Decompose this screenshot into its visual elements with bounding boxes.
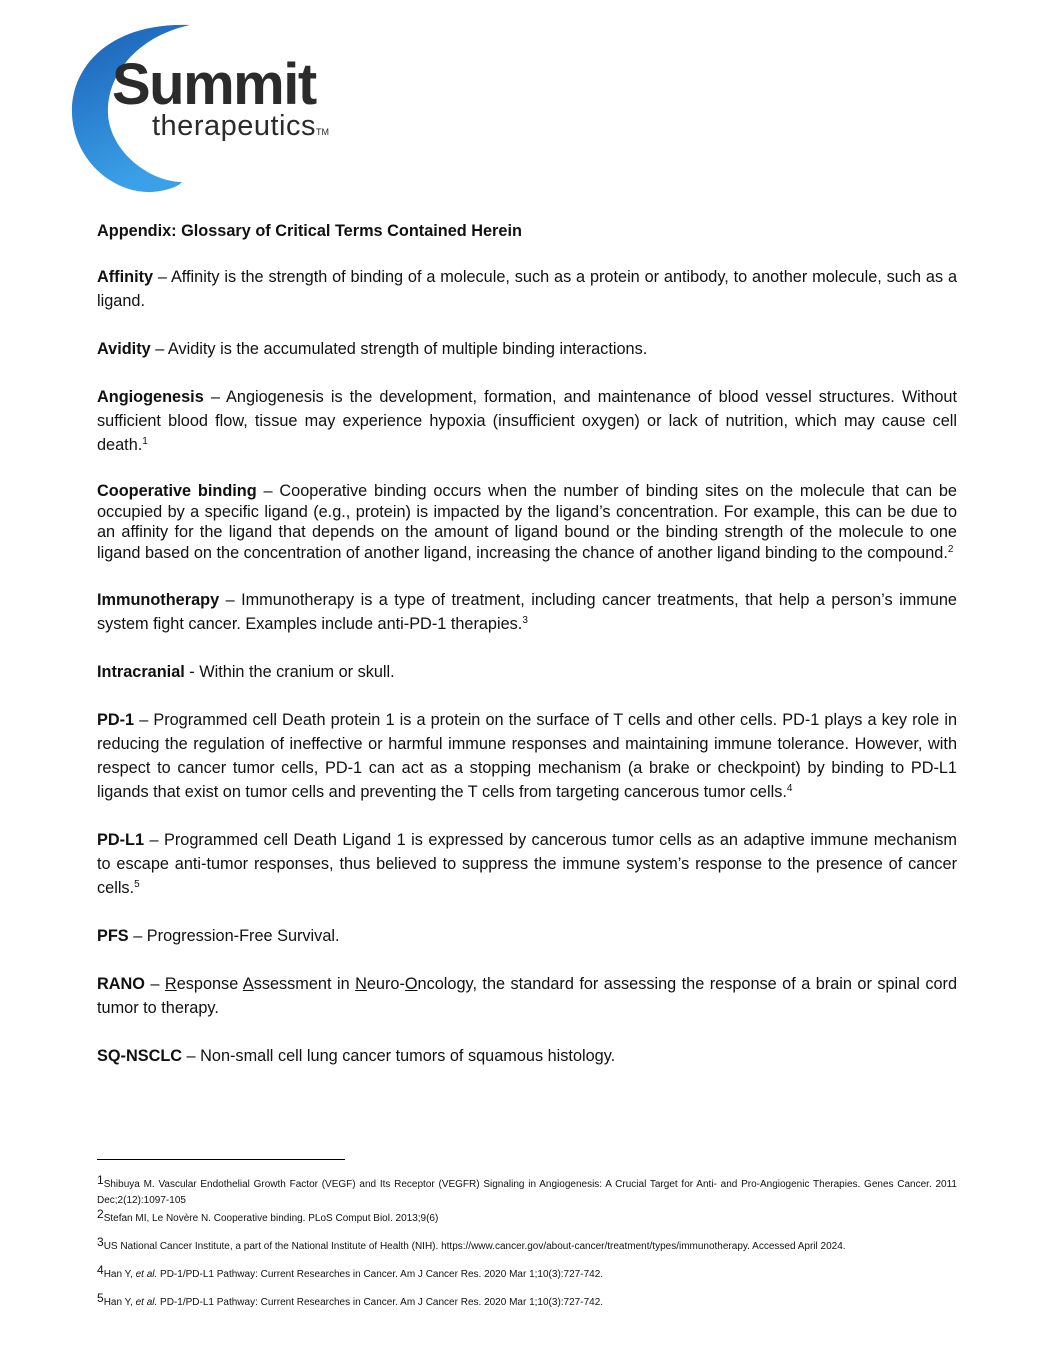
footnote-text-post: PD-1/PD-L1 Pathway: Current Researches in Cancer. Am J Cancer Res. 2020 Mar 1;10(3):727-742. [157, 1297, 604, 1308]
footnote-3 [97, 1234, 957, 1255]
footnote-text: US National Cancer Institute, a part of the National Institute of Health (NIH). https://www.cancer.gov/about-cancer/treatment/types/immunotherapy. Accessed April 2024. [103, 1241, 846, 1252]
footnote-ref[interactable]: 3 [522, 614, 528, 626]
acronym-letter: A [242, 974, 254, 993]
footnote-text: Stefan MI, Le Novère N. Cooperative binding. PLoS Comput Biol. 2013;9(6) [103, 1213, 439, 1224]
term-definition: Affinity is the strength of binding of a molecule, such as a protein or antibody, to another molecule, such as a ligand. [97, 268, 958, 310]
glossary-entry-avidity [97, 337, 957, 361]
glossary-entry-pd-1 [97, 708, 957, 804]
term-separator: – [256, 482, 280, 500]
term-separator: – [144, 830, 164, 849]
acronym-letter: N [355, 974, 367, 993]
logo-brand-text: Summit [112, 52, 316, 117]
glossary-entry-affinity [97, 265, 957, 313]
term-label: Immunotherapy [97, 590, 220, 609]
term-definition: Avidity is the accumulated strength of multiple binding interactions. [167, 340, 648, 358]
term-definition: Programmed cell Death protein 1 is a protein on the surface of T cells and other cells. PD-1 plays a key role in reducing the regulation of ineffective or harmful immune responses and maintaining immune tolerance. However, with respect to cancer tumor cells, PD-1 can act as a stopping mechanism (a brake or checkpoint) by binding to PD-L1 ligands that exist on tumor cells and preventing the T cells from targeting cancerous tumor cells. [97, 710, 957, 801]
term-separator: – [128, 926, 147, 945]
footnote-4 [97, 1262, 957, 1283]
footnotes [97, 1172, 957, 1311]
term-label: Intracranial [97, 662, 185, 681]
footnote-1 [97, 1172, 957, 1209]
footnote-text: Shibuya M. Vascular Endothelial Growth Factor (VEGF) and Its Receptor (VEGFR) Signaling in Angiogenesis: A Crucial Target for Anti- and Pro-Angiogenic Therapies. Genes Cancer. 2011 Dec;2(12):1097-105 [97, 1179, 957, 1206]
footnote-text-pre: Han Y, [103, 1269, 136, 1280]
footnote-text-em: et al. [135, 1269, 158, 1280]
footnote-number: 3 [97, 1235, 104, 1249]
glossary-entry-angiogenesis [97, 385, 957, 457]
term-definition: Within the cranium or skull. [199, 662, 395, 681]
term-separator: – [182, 1046, 201, 1065]
footnote-ref[interactable]: 5 [134, 878, 140, 890]
company-logo [70, 22, 370, 194]
footnote-number: 4 [97, 1263, 104, 1277]
term-definition: Non-small cell lung cancer tumors of squamous histology. [200, 1046, 616, 1065]
term-label: Angiogenesis [97, 388, 204, 406]
term-label: RANO [97, 974, 145, 993]
term-definition: Angiogenesis is the development, formation, and maintenance of blood vessel structures. Without sufficient blood flow, tissue may experience hypoxia (insufficient oxygen) or lack of nutrition, which may cause cell death. [97, 388, 958, 454]
logo-sub-word: therapeutics [152, 110, 316, 142]
glossary-entry-rano [97, 972, 957, 1020]
footnote-number: 2 [97, 1207, 104, 1221]
glossary-entry-intracranial [97, 660, 957, 684]
term-label: Avidity [97, 340, 151, 358]
term-definition-part: euro- [366, 974, 405, 993]
glossary-entry-pd-l1 [97, 828, 957, 900]
term-separator: – [150, 340, 168, 358]
term-label: PFS [97, 926, 129, 945]
logo-tm: TM [316, 127, 329, 137]
glossary-entry-pfs [97, 924, 957, 948]
acronym-letter: R [164, 974, 177, 993]
glossary-entry-immunotherapy [97, 588, 957, 636]
term-definition: Cooperative binding occurs when the number of binding sites on the molecule that can be occupied by a specific ligand (e.g., protein) is impacted by the ligand’s concentration. For example, this can be due to an affinity for the ligand that depends on the amount of ligand bound or the binding strength of the molecule to one ligand based on the concentration of another ligand, increasing the chance of another ligand binding to the compound. [97, 482, 957, 563]
logo-sub-text [152, 112, 329, 141]
term-separator: - [184, 662, 200, 681]
footnote-number: 5 [97, 1291, 104, 1305]
term-separator: – [144, 974, 165, 993]
footnote-2 [97, 1206, 957, 1227]
acronym-letter: O [404, 974, 418, 993]
term-definition-part: ssessment in [253, 974, 356, 993]
term-definition: Progression-Free Survival. [146, 926, 340, 945]
footnote-ref[interactable]: 4 [786, 782, 793, 794]
footnote-divider [97, 1159, 345, 1160]
term-separator: – [153, 268, 171, 286]
term-label: SQ-NSCLC [97, 1046, 183, 1065]
footnote-ref[interactable]: 2 [947, 544, 954, 556]
term-separator: – [219, 590, 242, 609]
glossary-content [97, 220, 957, 1092]
footnote-text-pre: Han Y, [103, 1297, 136, 1308]
footnote-5 [97, 1290, 957, 1311]
page-title: Appendix: Glossary of Critical Terms Contained Herein [97, 222, 522, 240]
term-separator: – [134, 710, 154, 729]
term-label: Cooperative binding [97, 482, 257, 500]
glossary-entry-cooperative-binding [97, 481, 957, 564]
term-definition-part: ncology, the standard for assessing the response of a brain or spinal cord tumor to therapy. [97, 974, 957, 1017]
footnote-number: 1 [97, 1173, 104, 1187]
term-definition-part: esponse [176, 974, 243, 993]
glossary-entry-sq-nsclc [97, 1044, 957, 1068]
term-label: Affinity [97, 268, 154, 286]
term-label: PD-1 [97, 710, 135, 729]
term-definition: Programmed cell Death Ligand 1 is expressed by cancerous tumor cells as an adaptive immune mechanism to escape anti-tumor responses, thus believed to suppress the immune system’s response to the presence of cancer cells. [97, 830, 957, 897]
term-definition: Immunotherapy is a type of treatment, including cancer treatments, that help a person’s immune system fight cancer. Examples include anti-PD-1 therapies. [97, 590, 957, 633]
footnote-ref[interactable]: 1 [142, 436, 148, 447]
term-label: PD-L1 [97, 830, 145, 849]
footnote-text-em: et al. [135, 1297, 158, 1308]
term-separator: – [203, 388, 227, 406]
footnote-text-post: PD-1/PD-L1 Pathway: Current Researches in Cancer. Am J Cancer Res. 2020 Mar 1;10(3):727-742. [157, 1269, 604, 1280]
